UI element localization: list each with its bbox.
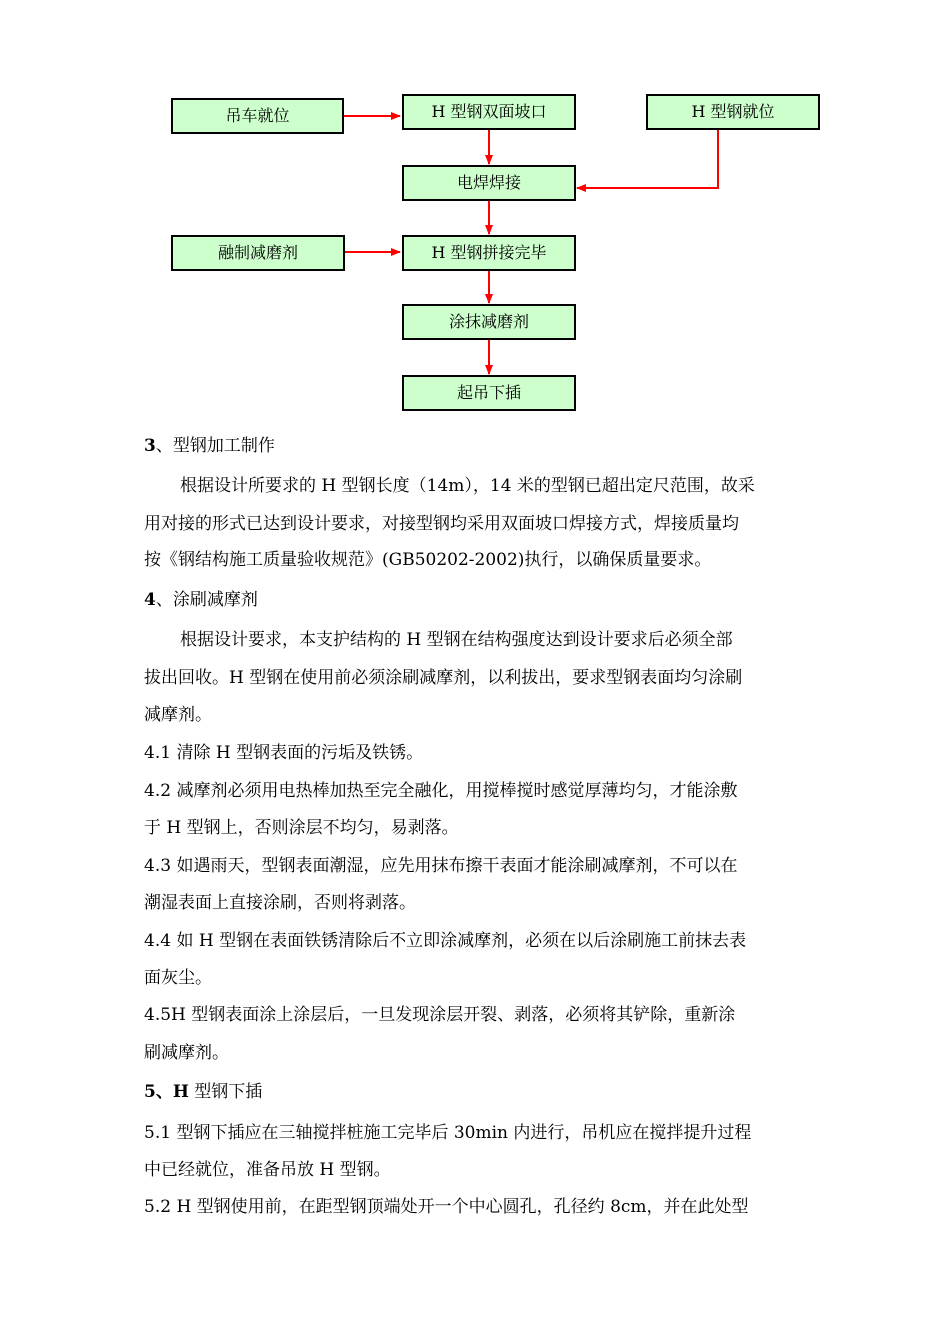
paragraph-line: 减摩剂。 (144, 705, 212, 725)
node-lift-insert: 起吊下插 (402, 375, 576, 411)
section-4-number: 4 (144, 590, 156, 610)
section-5-title: 型钢下插 (188, 1082, 263, 1102)
node-splice-complete: H 型钢拼接完毕 (402, 235, 576, 271)
paragraph-line: 按《钢结构施工质量验收规范》(GB50202-2002)执行，以确保质量要求。 (144, 550, 712, 570)
list-item: 于 H 型钢上，否则涂层不均匀，易剥落。 (144, 818, 459, 838)
section-4-heading (144, 590, 258, 610)
node-melt-antifriction: 融制减磨剂 (171, 235, 345, 271)
section-5-title-bold: 、H (155, 1082, 189, 1102)
flowchart-arrows (0, 0, 950, 420)
section-3-number: 3 (144, 436, 156, 456)
arrow-steel-to-weld (577, 130, 718, 188)
list-item: 面灰尘。 (144, 968, 212, 988)
section-3-title: 、型钢加工制作 (155, 436, 275, 456)
paragraph-line: 根据设计所要求的 H 型钢长度（14m），14 米的型钢已超出定尺范围，故采 (180, 476, 755, 496)
node-steel-in-position: H 型钢就位 (646, 94, 820, 130)
node-apply-antifriction: 涂抹减磨剂 (402, 304, 576, 340)
section-4-title: 、涂刷减摩剂 (155, 590, 258, 610)
list-item: 潮湿表面上直接涂刷，否则将剥落。 (144, 893, 416, 913)
list-item: 4.5H 型钢表面涂上涂层后，一旦发现涂层开裂、剥落，必须将其铲除，重新涂 (144, 1005, 736, 1025)
list-item: 4.2 减摩剂必须用电热棒加热至完全融化，用搅棒搅时感觉厚薄均匀，才能涂敷 (144, 781, 738, 801)
list-item: 刷减摩剂。 (144, 1043, 229, 1063)
flowchart (0, 0, 950, 420)
paragraph-line: 用对接的形式已达到设计要求，对接型钢均采用双面坡口焊接方式，焊接质量均 (144, 514, 739, 534)
paragraph-line: 拔出回收。H 型钢在使用前必须涂刷减摩剂，以利拔出，要求型钢表面均匀涂刷 (144, 668, 743, 688)
node-double-bevel: H 型钢双面坡口 (402, 94, 576, 130)
node-welding: 电焊焊接 (402, 165, 576, 201)
section-5-heading (144, 1082, 262, 1102)
node-crane-in-position: 吊车就位 (171, 98, 344, 134)
section-5-number: 5 (144, 1082, 156, 1102)
list-item: 5.1 型钢下插应在三轴搅拌桩施工完毕后 30min 内进行，吊机应在搅拌提升过程 (144, 1123, 752, 1143)
list-item: 4.1 清除 H 型钢表面的污垢及铁锈。 (144, 743, 424, 763)
list-item: 5.2 H 型钢使用前，在距型钢顶端处开一个中心圆孔，孔径约 8cm，并在此处型 (144, 1197, 749, 1217)
paragraph-line: 根据设计要求，本支护结构的 H 型钢在结构强度达到设计要求后必须全部 (180, 630, 733, 650)
list-item: 4.4 如 H 型钢在表面铁锈清除后不立即涂减摩剂，必须在以后涂刷施工前抹去表 (144, 931, 747, 951)
list-item: 4.3 如遇雨天，型钢表面潮湿，应先用抹布擦干表面才能涂刷减摩剂，不可以在 (144, 856, 738, 876)
section-3-heading (144, 436, 275, 456)
list-item: 中已经就位，准备吊放 H 型钢。 (144, 1160, 391, 1180)
